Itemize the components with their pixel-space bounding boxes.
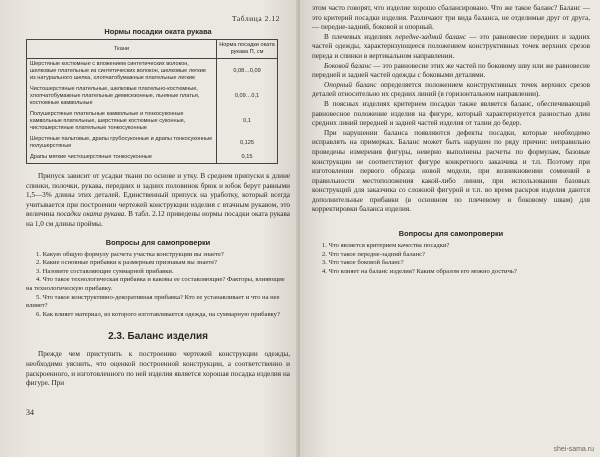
sleeve-cap-ease-table [26,39,278,164]
balance-intro-paragraph: этом часто говорят, что изделие хорошо сбалансировано. Что же такое баланс? Баланс — это критерий посадки изделия. Различают три вида баланса, не отделимые друг от друга, — передне-задний, боковой и опорный. [312,4,590,32]
table-header-fabric: Ткани [27,40,217,59]
table-row [27,134,278,152]
table-cell-value: 0,15 [217,152,278,164]
term-side-balance: Боковой баланс [324,61,372,70]
question-item: 1. Какую общую формулу расчета участка конструкции вы знаете? [36,250,224,258]
page-number: 34 [26,408,34,417]
table-row [27,84,278,109]
question-item: 4. Что влияет на баланс изделия? Каким образом его можно достичь? [322,267,517,275]
term-sleeve-cap-ease: посадки оката рукава [56,210,125,219]
table-row [27,152,278,164]
section-paragraph: Прежде чем приступить к построению чертежей конструкции одежды, необходимо уяснить, что оценкой построенной конструкции, а соответственно и раскроенного, и изготовленного по ней изделия является хорошая посадка изделия на фигуре. При [26,350,290,388]
right-page [300,0,600,457]
question-item: 1. Что является критерием качества посадки? [322,242,450,250]
term-support-balance: Опорный баланс [324,80,377,89]
table-title: Нормы посадки оката рукава [104,27,212,36]
table-cell-value: 0,08…0,09 [217,59,278,85]
questions-title: Вопросы для самопроверки [105,237,211,247]
question-item: 4. Что такое технологическая прибавка и каковы ее составляющие? Факторы, влияющие на технологическую прибавку. [26,276,285,292]
table-cell-fabric: Полушерстяные плательные камвольные и тонкосуконные камвольные плательные, шерстяные костюмные суконные, чистошерстяные плательные тонкосуконные [27,109,217,134]
left-page [0,0,298,457]
waist-garments-paragraph: В поясных изделиях критерием посадки также является баланс, обеспечивающий равновесное положение изделия на фигуре, который характеризуется разностью длин средних линий передней и задней частей изделия от талии до бедер. [312,99,590,128]
table-row [27,59,278,85]
table-header-norm: Норма посадки оката рукава П, см [217,40,278,59]
front-back-balance-paragraph: В плечевых изделиях передне-задний баланс — это равновесие передних и задних частей одежды, характеризующееся положением конструктивных точек верхних срезов переда и спинки в вертикальном направлении. [312,32,591,60]
section-title: 2.3. Баланс изделия [108,331,208,343]
table-cell-value: 0,125 [217,134,278,152]
question-item: 6. Как влияет материал, из которого изготавливается одежда, на суммарную прибавку? [36,310,280,318]
table-cell-fabric: Шерстяные пальтовые, драпы грубосуконные и драпы тонкосуконные полушерстяные [27,134,217,152]
side-balance-paragraph: Боковой баланс — это равновесие этих же частей по боковому шву или же равновесие передней и задней частей одежды с боковыми деталями. [312,61,590,80]
question-item: 3. Что такое боковой баланс? [322,259,404,267]
question-item: 2. Что такое передне-задний баланс? [322,250,425,258]
allowance-paragraph: Припуск зависит от усадки ткани по основе и утку. В среднем припуски к длине спинки, полочки, рукава, передних и задних половинок брюк и юбок берут равными 1,5—3% длины этих деталей. Единственный припуск на уработку, который всегда учитывается при построении чертежей конструкции изделия с втачным рукавом, это величина посадки оката рукава. В табл. 2.12 приведены нормы посадки оката рукава на 1,0 см длины проймы. [26,172,290,228]
question-item: 5. Что такое конструктивно-декоративная прибавка? Кто ее устанавливает и что на нее влияет? [26,293,280,310]
question-item: 3. Назовите составляющие суммарной прибавки. [36,267,174,275]
watermark: shei-sama.ru [553,446,594,453]
table-row [27,109,278,134]
support-balance-paragraph: Опорный баланс определяется положением конструктивных точек верхних срезов деталей относительно их средних линий (в горизонтальном направлении). [312,80,590,99]
table-caption: Таблица 2.12 [231,14,280,23]
question-item: 2. Какие основные прибавки к размерным признакам вы знаете? [36,259,218,267]
table-cell-fabric: Шерстяные костюмные с вложением синтетических волокон, шелковые плательные из синтетических волокон, шелковые легкие из натурального шелка, хлопчатобумажные плательные легкие [27,59,217,85]
questions-title: Вопросы для самопроверки [398,229,504,239]
balance-defects-paragraph: При нарушении баланса появляются дефекты посадки, которые необходимо исправлять на примерках. Баланс может быть нарушен по ряду причин: неправильно проведены измерения фигуры, неверно выполнены расчеты по формулам, базовые конструкции не соответствуют фигуре конкретного заказчика и т.п. Поэтому при изготовлении первого образца новой модели, при возникновении сомнений в правильности местоположения какой-либо линии, при использовании базовых конструкций для заказчика со сложной фигурой и т.п. во время раскроя изделия даются дополнительные прибавки (в основном по плечевому и боковому швам) для корректировки баланса изделия. [312,128,590,214]
term-front-back-balance: передне-задний баланс [395,32,467,41]
table-cell-fabric: Драпы мягкие чистошерстяные тонкосуконные [27,152,217,164]
table-cell-value: 0,09…0,1 [217,84,278,109]
table-cell-fabric: Чистошерстяные плательные, шелковые плательно-костюмные, хлопчатобумажные плательные демисезонные, льняные платья, костюмные камвольные [27,84,217,109]
table-cell-value: 0,1 [217,109,278,134]
